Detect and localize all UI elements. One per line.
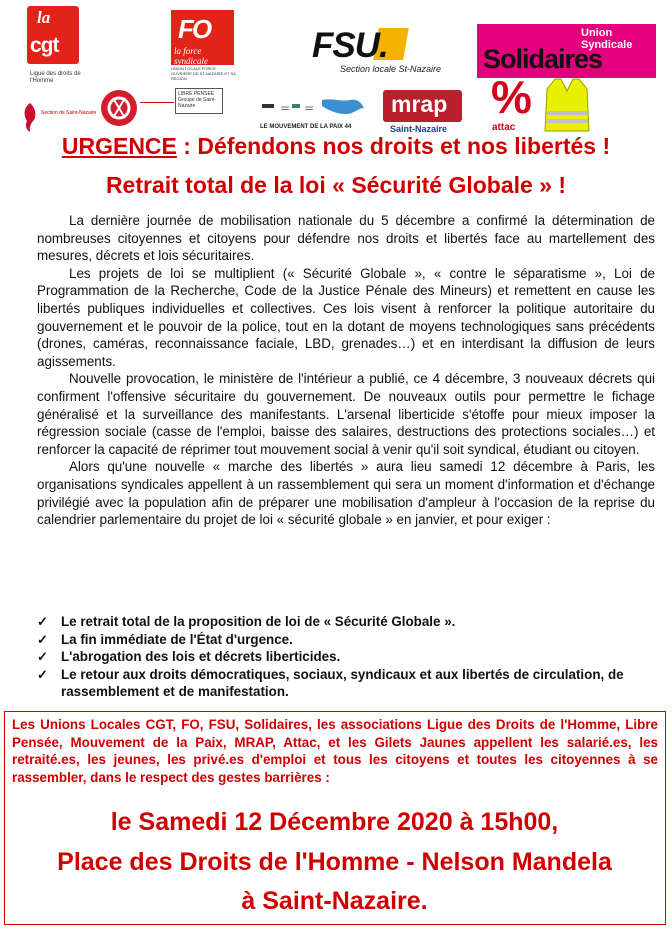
mrap-logo-subtitle: Saint-Nazaire: [390, 124, 448, 134]
demand-text: Le retrait total de la proposition de loi de « Sécurité Globale ».: [61, 614, 456, 629]
svg-text:=: =: [304, 101, 315, 115]
list-item: [37, 648, 657, 666]
list-item: [37, 613, 657, 631]
solidaires-main-text: Solidaires: [483, 44, 603, 74]
paragraph: Les projets de loi se multiplient (« Sécurité Globale », « contre le séparatisme », Loi de Programmation de la Recherche, Code de la Justice Pénale des Mineurs) et remettent en cause les libertés publiques individuelles et collectives. Ces lois visent à renforcer la politique autoritaire du gouvernement et le pouvoir de la police, tout en la dotant de moyens technologiques sans précédents (drones, caméras, reconnaissance faciale, LBD, grenades…) et en interdisant la diffusion de leurs agissements.: [37, 265, 655, 369]
mrap-logo: [383, 90, 462, 122]
call-text: Les Unions Locales CGT, FO, FSU, Solidaires, les associations Ligue des Droits de l'Homme, Libre Pensée, Mouvement de la Paix, MRAP, Attac, et les Gilets Jaunes appellent les salarié.es, les retraité.es, les jeunes, les privé.es d'emploi et tous les citoyens et toutes les citoyennes à se rassembler, dans le respect des gestes barrières :: [12, 717, 658, 785]
demand-text: La fin immédiate de l'État d'urgence.: [61, 631, 293, 647]
ldh-logo-text: Ligue des droits de l'Homme: [30, 71, 81, 84]
svg-text:=: =: [280, 101, 291, 115]
urgence-label: URGENCE: [61, 133, 177, 159]
paragraph: La dernière journée de mobilisation nationale du 5 décembre a confirmé la détermination de nombreuses citoyennes et citoyens pour défendre nos droits et libertés face au martellement des mesures, décrets et lois sécuritaires.: [37, 213, 655, 264]
attac-logo-text: attac: [492, 122, 516, 133]
fo-logo-caption: UNION LOCALE FORCE OUVRIÈRE DE ST-NAZAIRE ET SA RÉGION: [171, 66, 236, 81]
demand-text: Le retour aux droits démocratiques, sociaux, syndicaux et aux libertés de circulation, de rassemblement et de manifestation.: [61, 666, 624, 700]
paragraph: Alors qu'une nouvelle « marche des libertés » aura lieu samedi 12 décembre à Paris, les organisations syndicales appellent à un rassemblement qui sera un moment d'information et d'échange privilégié avec la population afin de préparer une mobilisation d'ampleur à l'occasion de la reprise du calendrier parlementaire du projet de loi « sécurité globale » en janvier, et pour exiger :: [37, 459, 655, 528]
cgt-logo: [27, 6, 79, 64]
checkmark-icon: ✓: [37, 614, 48, 629]
list-item: [37, 666, 657, 701]
body-text: [37, 212, 655, 529]
checkmark-icon: ✓: [37, 666, 48, 682]
libre-pensee-logo: [99, 88, 139, 128]
attac-logo: %: [491, 71, 532, 123]
libre-pensee-divider: [140, 102, 174, 103]
fo-logo-subtitle: la force syndicale: [174, 46, 208, 66]
page-subtitle: Retrait total de la loi « Sécurité Globale » !: [105, 172, 567, 198]
event-place: Place des Droits de l'Homme - Nelson Mandela: [57, 848, 612, 876]
demand-text: L'abrogation des lois et décrets liberticides.: [61, 649, 341, 665]
demands-list: [37, 613, 657, 701]
page-title: [0, 133, 672, 160]
cgt-logo-la: la: [37, 8, 51, 27]
fsu-logo-subtitle: Section locale St-Nazaire: [340, 64, 442, 74]
event-city: à Saint-Nazaire.: [241, 887, 428, 915]
call-to-action-box: [4, 711, 666, 925]
yellow-vest-icon: [537, 75, 597, 135]
libre-pensee-text: LIBRE PENSEE Groupe de Saint-Nazaire: [175, 88, 223, 114]
cgt-logo-text: cgt: [30, 34, 59, 57]
fo-logo: [171, 10, 234, 65]
fsu-logo: FSU.: [312, 26, 388, 65]
ldh-logo: [19, 101, 41, 133]
mouvement-paix-text: LE MOUVEMENT DE LA PAIX 44: [260, 124, 352, 130]
solidaires-syndicale-text: Syndicale: [581, 39, 633, 51]
solidaires-union-text: Union: [581, 27, 613, 39]
mouvement-paix-logo: [262, 96, 366, 118]
paragraph: Nouvelle provocation, le ministère de l'intérieur a publié, ce 4 décembre, 3 nouveaux décrets qui confirment l'offensive sécuritaire du gouvernement. De nouveaux outils pour permettre le fichage généralisé et la surveillance des manifestants. L'arsenal liberticide s'étoffe pour mieux imposer la régression sociale (casse de l'emploi, baisse des salaires, destructions des protections sociales…) et renforcer la capacité de réprimer tout mouvement social à venir qu'il soit syndical, étudiant ou citoyen.: [37, 371, 655, 457]
checkmark-icon: ✓: [37, 649, 48, 665]
mrap-logo-text: mrap: [391, 91, 448, 117]
ldh-section-text: Section de Saint-Nazaire: [41, 110, 97, 116]
fo-logo-text: FO: [178, 14, 211, 44]
checkmark-icon: ✓: [37, 631, 48, 647]
title-rest: : Défendons nos droits et nos libertés !: [176, 133, 611, 159]
list-item: [37, 631, 657, 649]
event-date: le Samedi 12 Décembre 2020 à 15h00,: [110, 808, 559, 836]
